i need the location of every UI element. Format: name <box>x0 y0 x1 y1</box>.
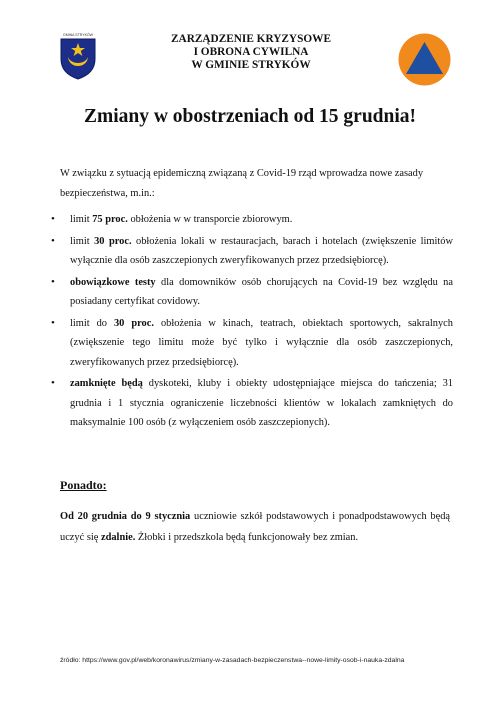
header-line-3: W GMINIE STRYKÓW <box>191 59 311 71</box>
intro-paragraph: W związku z sytuacją epidemiczną związaną z Covid-19 rząd wprowadza nowe zasady bezpieczeństwa, m.in.: <box>60 168 424 199</box>
civil-defence-logo <box>398 33 451 86</box>
list-item: • zamknięte będą dyskoteki, kluby i obiekty udostępniające miejsca do tańczenia; 31 grudnia i 1 stycznia ograniczenie liczebności klientów w lokalach zamkniętych do maksymalnie 100 osób (z wyłączeniem osób zaszczepionych). <box>45 374 453 433</box>
list-item: • obowiązkowe testy dla domowników osób chorujących na Covid-19 bez względu na posiadany certyfikat covidowy. <box>45 273 453 312</box>
header-line-2: I OBRONA CYWILNA <box>193 46 309 58</box>
bullet-icon: • <box>51 234 55 247</box>
header-line-1: ZARZĄDZENIE KRYZYSOWE <box>171 33 331 45</box>
bullet-icon: • <box>51 377 55 389</box>
list-item: • limit 75 proc. obłożenia w w transporcie zbiorowym. <box>45 210 453 230</box>
moreover-heading: Ponadto: <box>60 478 107 492</box>
bullet-icon: • <box>51 316 55 329</box>
list-item: • limit do 30 proc. obłożenia w kinach, teatrach, obiektach sportowych, sakralnych (zwiększenie tego limitu może być tylko i wyłącznie dla osób zaszczepionych, zweryfikowanych przez przedsiębiorcę). <box>45 314 453 373</box>
gmina-strykow-crest-logo <box>53 33 103 81</box>
bullet-icon: • <box>51 275 55 288</box>
page-title: Zmiany w obostrzeniach od 15 grudnia! <box>83 106 417 127</box>
remote-emphasis: zdalnie. <box>100 532 136 543</box>
dates-emphasis: Od 20 grudnia do 9 stycznia <box>60 511 191 522</box>
bullet-icon: • <box>51 213 55 225</box>
header-block <box>110 33 392 72</box>
crest-caption: GMINA STRYKÓW <box>63 33 93 37</box>
final-paragraph: Od 20 grudnia do 9 stycznia uczniowie szkół podstawowych i ponadpodstawowych będą uczyć się zdalnie. Żłobki i przedszkola będą funkcjonowały bez zmian. <box>60 511 451 543</box>
restrictions-list <box>45 210 453 435</box>
list-item: • limit 30 proc. obłożenia lokali w restauracjach, barach i hotelach (zwiększenie limitów wyłącznie dla osób zaszczepionych zweryfikowanych przez przedsiębiorcę). <box>45 232 453 271</box>
source-note: źródło: https://www.gov.pl/web/koronawirus/zmiany-w-zasadach-bezpieczenstwa--nowe-limity-osob-i-nauka-zdalna <box>60 657 405 664</box>
